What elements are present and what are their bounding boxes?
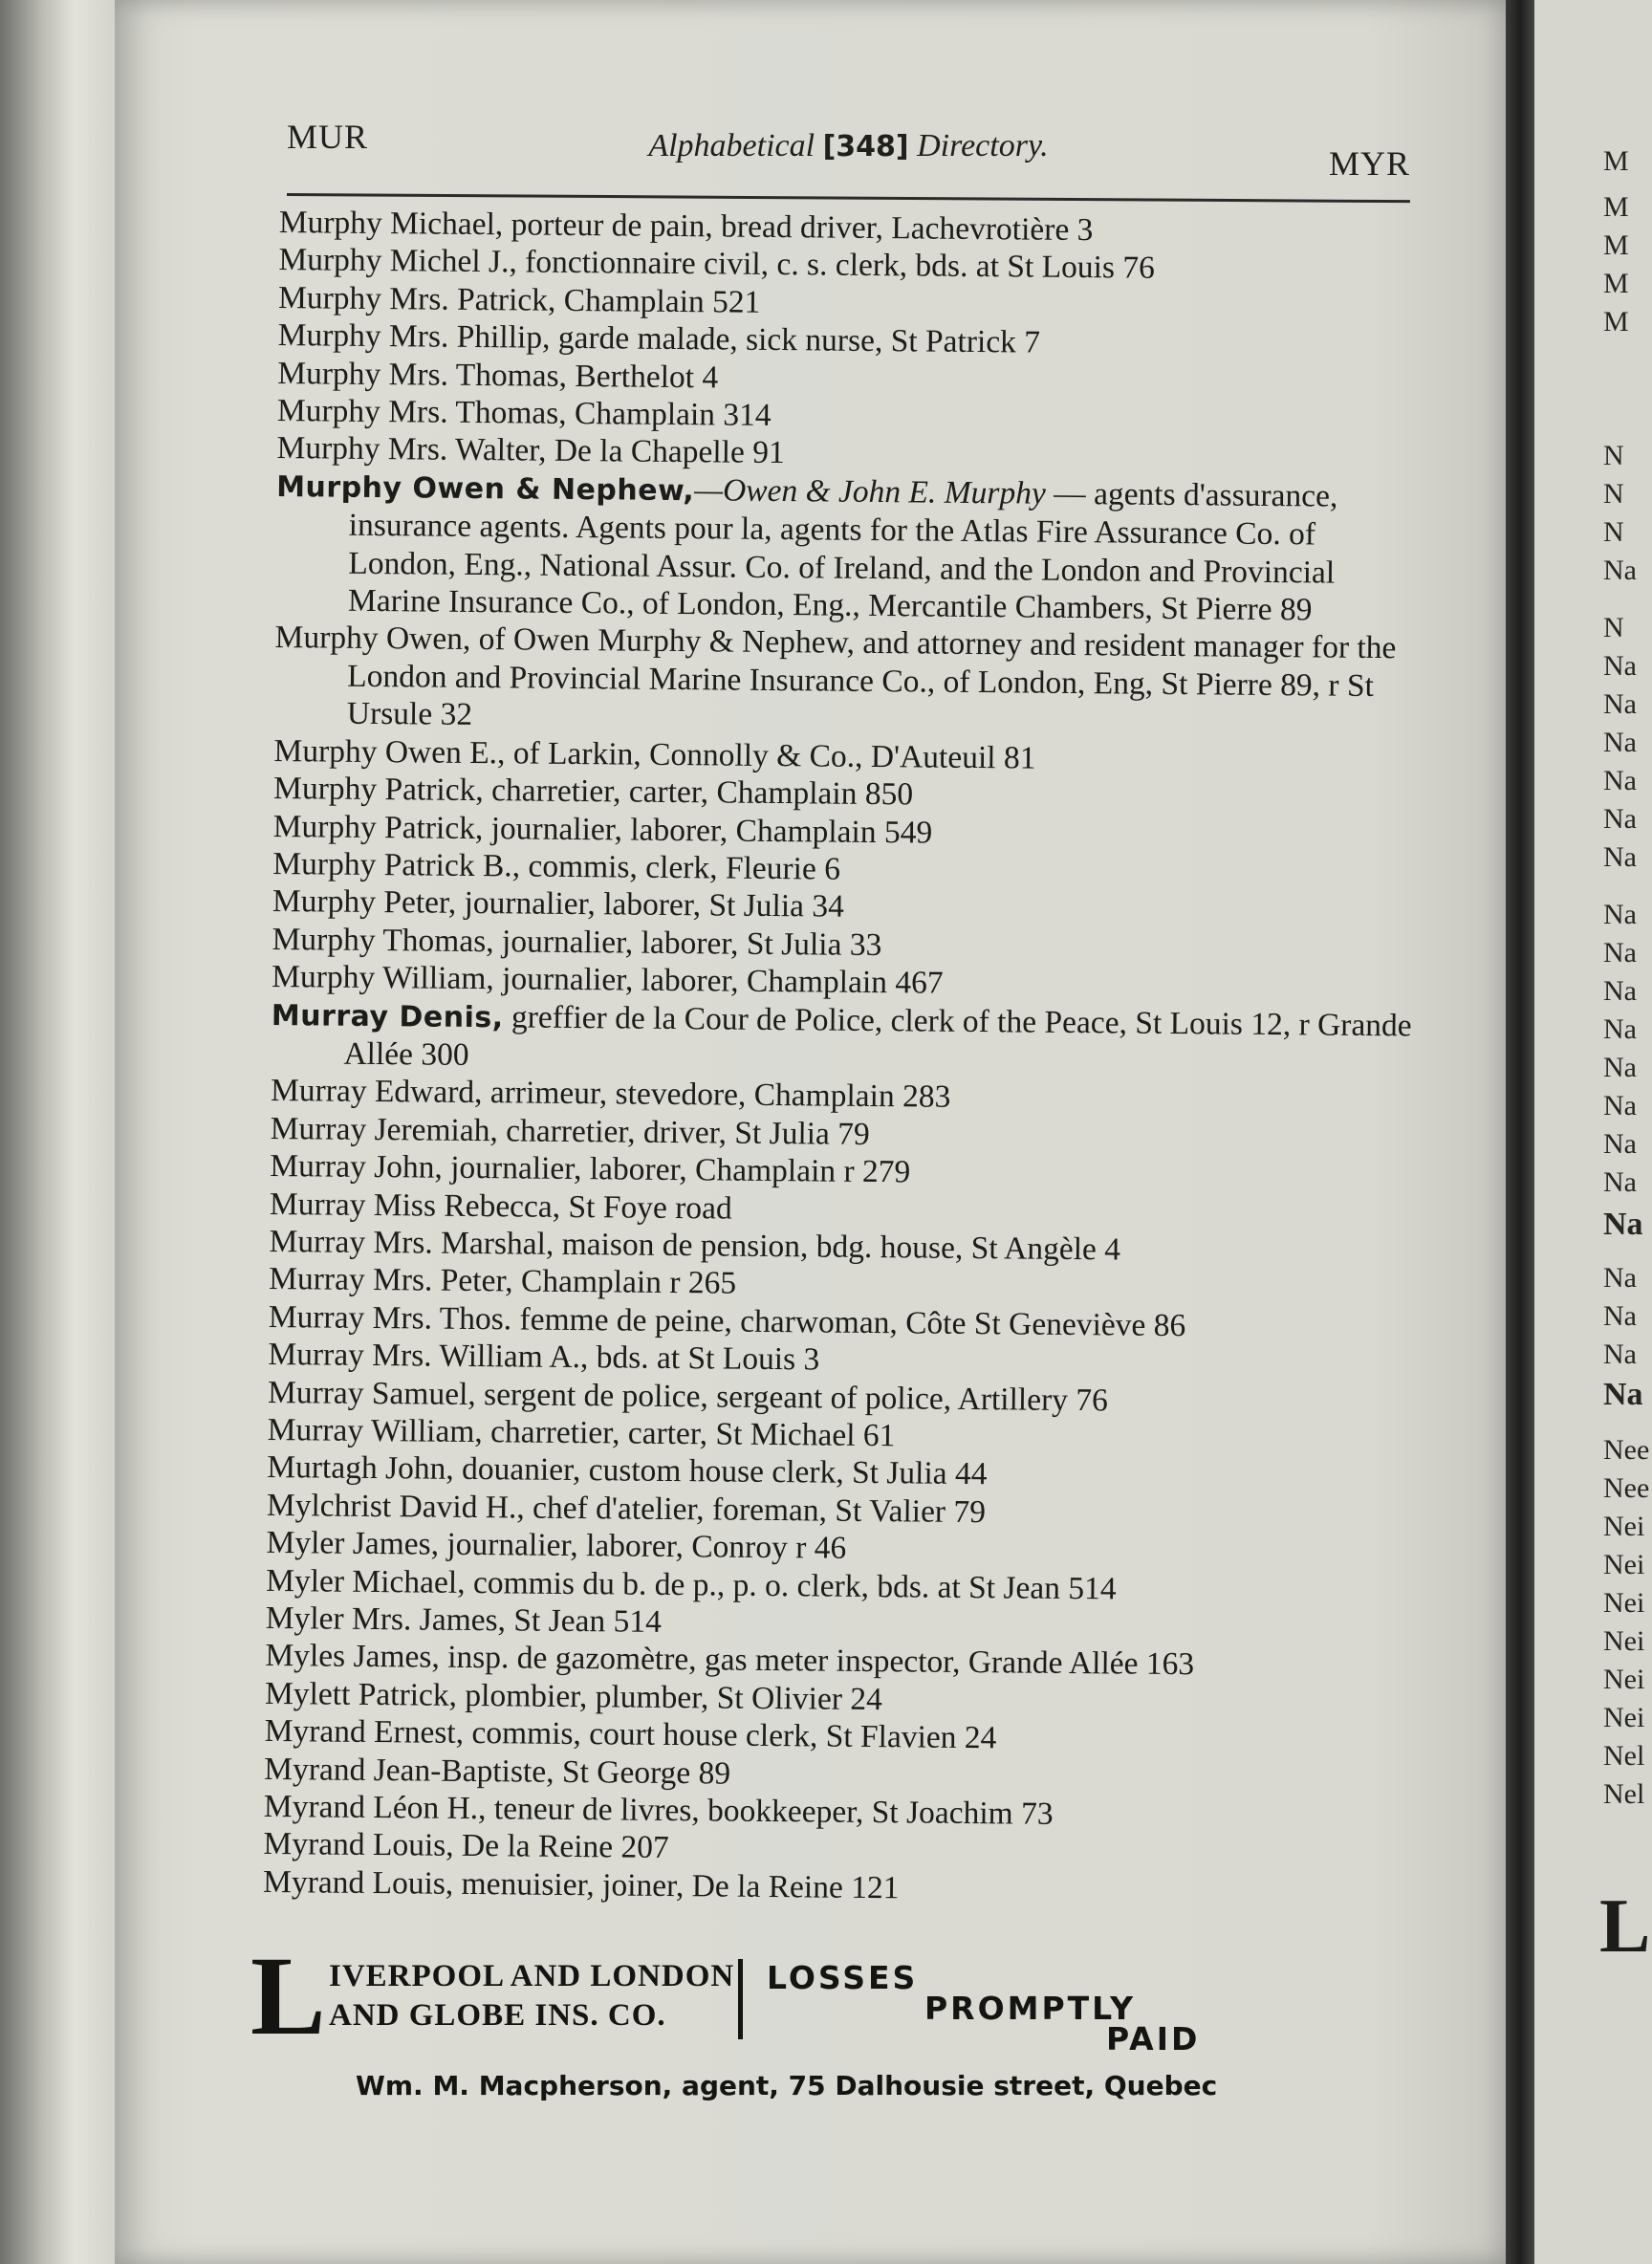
entry-details: — agents d'assurance, insurance agents. Agents pour la, agents for the Atlas Fire Assurance Co. of London, Eng., National Assur. Co. of Ireland, and the London and Provincial Marine Insurance Co., of London, Eng., Mercantile Chambers, St Pierre 89 — [347, 475, 1338, 628]
entry-name: Myler Mrs. James — [265, 1600, 498, 1639]
entry-details: , menuisier, joiner, De la Reine 121 — [445, 1865, 900, 1906]
entry-details: , De la Chapelle 91 — [537, 433, 785, 471]
next-page-line-fragment: Nei — [1603, 1549, 1645, 1580]
entry-name: Murphy Mrs. Thomas — [276, 393, 559, 431]
entry-name: Murphy Patrick — [272, 771, 476, 809]
entry-details: , maison de pension, bdg. house, St Angèle 4 — [545, 1226, 1121, 1268]
entry-details: , St Jean 514 — [497, 1602, 663, 1640]
next-page-line-fragment: Na — [1603, 555, 1637, 586]
header-title — [287, 128, 1410, 164]
next-page-line-fragment: Na — [1603, 975, 1637, 1007]
next-page-line-fragment: M — [1603, 306, 1629, 337]
entry-details: , journalier, laborer, Conroy r 46 — [430, 1526, 847, 1566]
next-page-line-fragment: M — [1603, 145, 1629, 177]
entry-name: Murray Mrs. Thos. — [268, 1298, 512, 1338]
entry-name: Murray Mrs. Marshal — [269, 1223, 547, 1262]
next-page-line-fragment: Na — [1603, 899, 1637, 930]
ad-slogan-promptly: PROMPTLY — [924, 1990, 1136, 2027]
advertisement — [250, 1933, 1398, 2108]
entry-details: , journalier, laborer, St Julia 34 — [447, 885, 845, 925]
next-page-line-fragment: Na — [1603, 765, 1637, 796]
next-page-line-fragment: Nel — [1603, 1778, 1645, 1810]
entry-name: Murray Denis, — [271, 998, 504, 1034]
next-page-line-fragment: Na — [1603, 688, 1637, 720]
entry-name: Myles James — [265, 1638, 432, 1676]
next-page-line-fragment: Nei — [1603, 1511, 1645, 1542]
entry-partners: —Owen & John E. Murphy — [694, 472, 1046, 512]
entry-details: , journalier, laborer, Champlain 467 — [486, 961, 944, 1001]
entry-name: Murray John — [270, 1148, 435, 1186]
entry-name: Murphy Peter — [272, 883, 448, 922]
book-gutter — [1506, 0, 1534, 2264]
next-page-fragment — [1534, 0, 1652, 2264]
entry-details: , bds. at St Louis 3 — [579, 1339, 820, 1378]
ad-separator — [738, 1959, 743, 2039]
entry-details: , porteur de pain, bread driver, Lachevrotière 3 — [494, 207, 1094, 249]
next-page-line-fragment: Na — [1603, 727, 1637, 758]
next-page-line-fragment: Nei — [1603, 1702, 1645, 1733]
next-page-line-fragment: Na — [1603, 803, 1637, 835]
next-page-line-fragment: N — [1603, 478, 1624, 510]
next-page-line-fragment: Na — [1603, 841, 1637, 873]
entry-details: femme de peine, charwoman, Côte St Geneviève 86 — [511, 1301, 1186, 1343]
next-page-line-fragment: Nee — [1603, 1434, 1650, 1466]
next-page-line-fragment: Nei — [1603, 1587, 1645, 1619]
next-page-line-fragment: M — [1603, 229, 1629, 261]
entry-details: , journalier, laborer, Champlain 549 — [474, 810, 933, 851]
next-page-line-fragment: Na — [1603, 1377, 1643, 1412]
entry-details: , sergent de police, sergeant of police, Artillery 76 — [467, 1376, 1109, 1418]
next-page-line-fragment: Na — [1603, 1339, 1637, 1370]
entry-details: , Champlain 314 — [558, 395, 772, 433]
next-page-line-fragment: N — [1603, 516, 1624, 548]
entry-name: Murtagh John — [267, 1449, 446, 1488]
header-right-guide: MYR — [1328, 144, 1410, 183]
next-page-line-fragment: Nei — [1603, 1664, 1645, 1695]
entry-details: , commis du b. de p., p. o. clerk, bds. at St Jean 514 — [457, 1564, 1117, 1607]
next-page-line-fragment: N — [1603, 440, 1624, 471]
entry-details: greffier de la Cour de Police, clerk of the Peace, St Louis 12, r Grande Allée 300 — [343, 998, 1412, 1073]
entry-name: Myrand Jean-Baptiste — [264, 1751, 547, 1790]
entry-name: Myrand Léon H. — [263, 1788, 479, 1827]
next-page-line-fragment: Na — [1603, 1166, 1637, 1198]
entry-name: Murray Jeremiah — [270, 1110, 490, 1148]
entry-name: Murphy Owen & Nephew, — [275, 469, 695, 509]
next-page-line-fragment: Nei — [1603, 1625, 1645, 1657]
entry-name: Myler James — [266, 1525, 431, 1562]
directory-entry — [271, 995, 1414, 1082]
entry-name: Murphy Michel J. — [278, 242, 510, 280]
entry-details: , chef d'atelier, foreman, St Valier 79 — [516, 1490, 987, 1530]
entry-name: Murray Mrs. William A. — [268, 1337, 581, 1376]
next-page-line-fragment: Na — [1603, 1090, 1637, 1121]
next-page-ad-initial: L — [1599, 1884, 1651, 1969]
next-page-line-fragment: Na — [1603, 937, 1637, 969]
entry-details: , St Foye road — [552, 1188, 732, 1227]
entry-details: , journalier, laborer, Champlain r 279 — [434, 1149, 911, 1190]
entry-name: Murphy Mrs. Thomas — [277, 355, 559, 394]
next-page-line-fragment: Na — [1603, 1207, 1643, 1242]
ad-slogan-losses: LOSSES — [767, 1959, 919, 1996]
entry-details: , Champlain 521 — [547, 282, 761, 320]
entry-name: Mylchrist David H. — [266, 1487, 517, 1526]
entry-name: Murphy Owen — [274, 620, 464, 658]
next-page-line-fragment: Nee — [1603, 1472, 1650, 1504]
entry-details: , Berthelot 4 — [558, 358, 719, 396]
next-page-line-fragment: Nel — [1603, 1740, 1645, 1772]
entry-details: , garde malade, sick nurse, St Patrick 7 — [541, 319, 1041, 360]
entry-name: Murray Mrs. Peter — [269, 1261, 506, 1299]
entry-name: Murphy Patrick B. — [272, 845, 512, 884]
next-page-line-fragment: N — [1603, 612, 1624, 643]
next-page-line-fragment: Na — [1603, 1128, 1637, 1160]
next-page-line-fragment: Na — [1603, 1013, 1637, 1045]
directory-entries — [263, 204, 1422, 1912]
entry-details: , charretier, carter, St Michael 61 — [474, 1414, 896, 1454]
entry-details: , commis, clerk, Fleurie 6 — [511, 848, 841, 887]
entry-name: Murphy Mrs. Walter — [276, 430, 539, 469]
entry-name: Myrand Louis — [263, 1826, 446, 1864]
entry-name: Murphy Owen E. — [273, 732, 498, 771]
entry-name: Murphy Thomas — [272, 921, 487, 959]
entry-details: , charretier, carter, Champlain 850 — [475, 773, 914, 813]
entry-name: Murphy William — [272, 959, 487, 997]
directory-entry — [274, 619, 1418, 743]
entry-details: , De la Reine 207 — [446, 1828, 669, 1866]
next-page-line-fragment: Na — [1603, 1052, 1637, 1083]
entry-details: , journalier, laborer, St Julia 33 — [486, 923, 882, 963]
entry-details: , plombier, plumber, St Olivier 24 — [448, 1677, 883, 1717]
page-header — [287, 107, 1410, 183]
entry-details: , douanier, custom house clerk, St Julia 44 — [446, 1451, 988, 1492]
entry-details: , St George 89 — [546, 1753, 731, 1792]
entry-details: , charretier, driver, St Julia 79 — [489, 1112, 870, 1152]
entry-name: Murphy Mrs. Phillip — [277, 317, 543, 356]
entry-name: Murphy Michael — [278, 204, 496, 243]
left-page-edge — [0, 0, 124, 2264]
entry-name: Myler Michael — [265, 1562, 458, 1600]
ad-company-line1: IVERPOOL AND LONDON — [329, 1959, 735, 1993]
entry-details: , of Larkin, Connolly & Co., D'Auteuil 81 — [496, 734, 1036, 776]
header-title-post: Directory. — [908, 128, 1049, 163]
entry-details: , insp. de gazomètre, gas meter inspector, Grande Allée 163 — [431, 1640, 1195, 1683]
entry-details: , arrimeur, stevedore, Champlain 283 — [473, 1075, 951, 1116]
entry-details: , teneur de livres, bookkeeper, St Joachim 73 — [477, 1791, 1054, 1832]
header-left-guide: MUR — [287, 118, 369, 156]
next-page-line-fragment: Na — [1603, 1300, 1637, 1332]
header-title-pre: Alphabetical — [648, 128, 823, 163]
next-page-line-fragment: M — [1603, 191, 1629, 223]
entry-name: Murphy Mrs. Patrick — [277, 279, 549, 318]
entry-details: , of Owen Murphy & Nephew, and attorney and resident manager for the London and Provincial Marine Insurance Co., of London, Eng, St Pierre 89, r St Ursule 32 — [346, 621, 1397, 733]
entry-details: , fonctionnaire civil, c. s. clerk, bds. at St Louis 76 — [509, 244, 1156, 287]
ad-company-line2: AND GLOBE INS. CO. — [329, 1998, 666, 2033]
directory-entry — [275, 468, 1419, 630]
entry-name: Myrand Louis — [262, 1863, 446, 1902]
ad-agent-line: Wm. M. Macpherson, agent, 75 Dalhousie street, Quebec — [356, 2070, 1218, 2101]
entry-details: , Champlain r 265 — [505, 1263, 737, 1302]
entry-name: Murray Miss Rebecca — [269, 1186, 553, 1225]
ad-slogan-paid: PAID — [1106, 2020, 1201, 2057]
entry-name: Murray William — [267, 1411, 475, 1450]
next-page-line-fragment: M — [1603, 268, 1629, 299]
ad-initial: L — [250, 1933, 326, 2058]
entry-name: Murray Samuel — [267, 1374, 468, 1412]
entry-name: Myrand Ernest — [264, 1713, 456, 1752]
next-page-line-fragment: Na — [1603, 650, 1637, 682]
next-page-line-fragment: Na — [1603, 1262, 1637, 1294]
entry-name: Murray Edward — [270, 1073, 475, 1111]
entry-name: Mylett Patrick — [264, 1675, 449, 1713]
entry-name: Murphy Patrick — [272, 808, 476, 846]
entry-details: , commis, court house clerk, St Flavien 24 — [455, 1715, 997, 1756]
page-number: [348] — [822, 130, 909, 163]
